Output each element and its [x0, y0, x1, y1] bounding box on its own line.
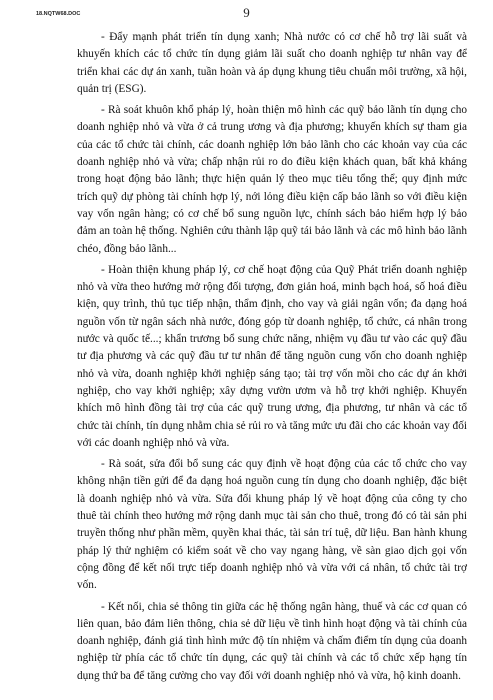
- page-number: 9: [243, 5, 250, 20]
- paragraph-green-credit: - Đẩy mạnh phát triển tín dụng xanh; Nhà nước có cơ chế hỗ trợ lãi suất và khuyến khích các tổ chức tín dụng giảm lãi suất cho doanh nghiệp tư nhân vay để triển khai các dự án xanh, tuần hoàn và áp dụng khung tiêu chuẩn môi trường, xã hội, quản trị (ESG).: [77, 31, 467, 95]
- file-name-label: 18.NQTW68.DOC: [36, 11, 81, 17]
- paragraph-information-sharing: - Kết nối, chia sẻ thông tin giữa các hệ thống ngân hàng, thuế và các cơ quan có liên quan, bảo đảm liên thông, chia sẻ dữ liệu về tình hình hoạt động và tài chính của doanh nghiệp, đánh giá tình hình mức độ tín nhiệm và chấm điểm tín dụng của doanh nghiệp từ phía các tổ chức tín dụng, các quỹ tài chính và các tổ chức xếp hạng tín dụng thứ ba để tăng cường cho vay đối với doanh nghiệp nhỏ và vừa, hộ kinh doanh.: [77, 600, 467, 682]
- document-body: [77, 29, 467, 689]
- paragraph-credit-guarantee-funds: - Rà soát khuôn khổ pháp lý, hoàn thiện mô hình các quỹ bảo lãnh tín dụng cho doanh nghiệp nhỏ và vừa ở cả trung ương và địa phương; khuyến khích sự tham gia của các tổ chức tài chính, các doanh nghiệp lớn bảo lãnh cho các khoản vay của các doanh nghiệp nhỏ và vừa; chấp nhận rủi ro do điều kiện khách quan, bất khả kháng trong hoạt động bảo lãnh; thực hiện quản lý theo mục tiêu tổng thể; quy định mức trích quỹ dự phòng tài chính hợp lý, nới lỏng điều kiện cấp bảo lãnh so với điều kiện vay vốn ngân hàng; có cơ chế bổ sung nguồn lực, chính sách bảo hiểm hợp lý bảo đảm an toàn hệ thống. Nghiên cứu thành lập quỹ tái bảo lãnh và các mô hình bảo lãnh chéo, đồng bảo lãnh...: [77, 104, 467, 255]
- paragraph-non-deposit-lenders: - Rà soát, sửa đổi bổ sung các quy định về hoạt động của các tổ chức cho vay không nhận tiền gửi để đa dạng hoá nguồn cung tín dụng cho doanh nghiệp, đặc biệt là doanh nghiệp nhỏ và vừa. Sửa đổi khung pháp lý về hoạt động của công ty cho thuê tài chính theo hướng mở rộng danh mục tài sản cho thuê, trong đó có tài sản phi truyền thống như phần mềm, quyền khai thác, tài sản trí tuệ, dữ liệu. Ban hành khung pháp lý thử nghiệm có kiểm soát về cho vay ngang hàng, về sàn giao dịch gọi vốn cộng đồng để kết nối trực tiếp doanh nghiệp nhỏ và vừa với cá nhân, tổ chức tài trợ vốn.: [77, 458, 467, 592]
- paragraph-sme-development-fund: - Hoàn thiện khung pháp lý, cơ chế hoạt động của Quỹ Phát triển doanh nghiệp nhỏ và vừa theo hướng mở rộng đối tượng, đơn giản hoá, minh bạch hoá, số hoá điều kiện, quy trình, thủ tục tiếp nhận, thẩm định, cho vay và giải ngân vốn; đa dạng hoá nguồn vốn từ ngân sách nhà nước, đóng góp từ doanh nghiệp, tổ chức, cá nhân trong nước và quốc tế...; khẩn trương bổ sung chức năng, nhiệm vụ đầu tư vào các quỹ đầu tư địa phương và các quỹ đầu tư tư nhân để tăng nguồn cung vốn cho doanh nghiệp nhỏ và vừa, doanh nghiệp khởi nghiệp sáng tạo; tài trợ vốn mồi cho các dự án khởi nghiệp, cho vay khởi nghiệp; xây dựng vườn ươm và hỗ trợ khởi nghiệp. Khuyến khích mô hình đồng tài trợ của các quỹ trung ương, địa phương, tư nhân và các tổ chức tài chính, tín dụng nhằm chia sẻ rủi ro và tăng mức ưu đãi cho các khoản vay đối với các doanh nghiệp nhỏ và vừa.: [77, 263, 467, 449]
